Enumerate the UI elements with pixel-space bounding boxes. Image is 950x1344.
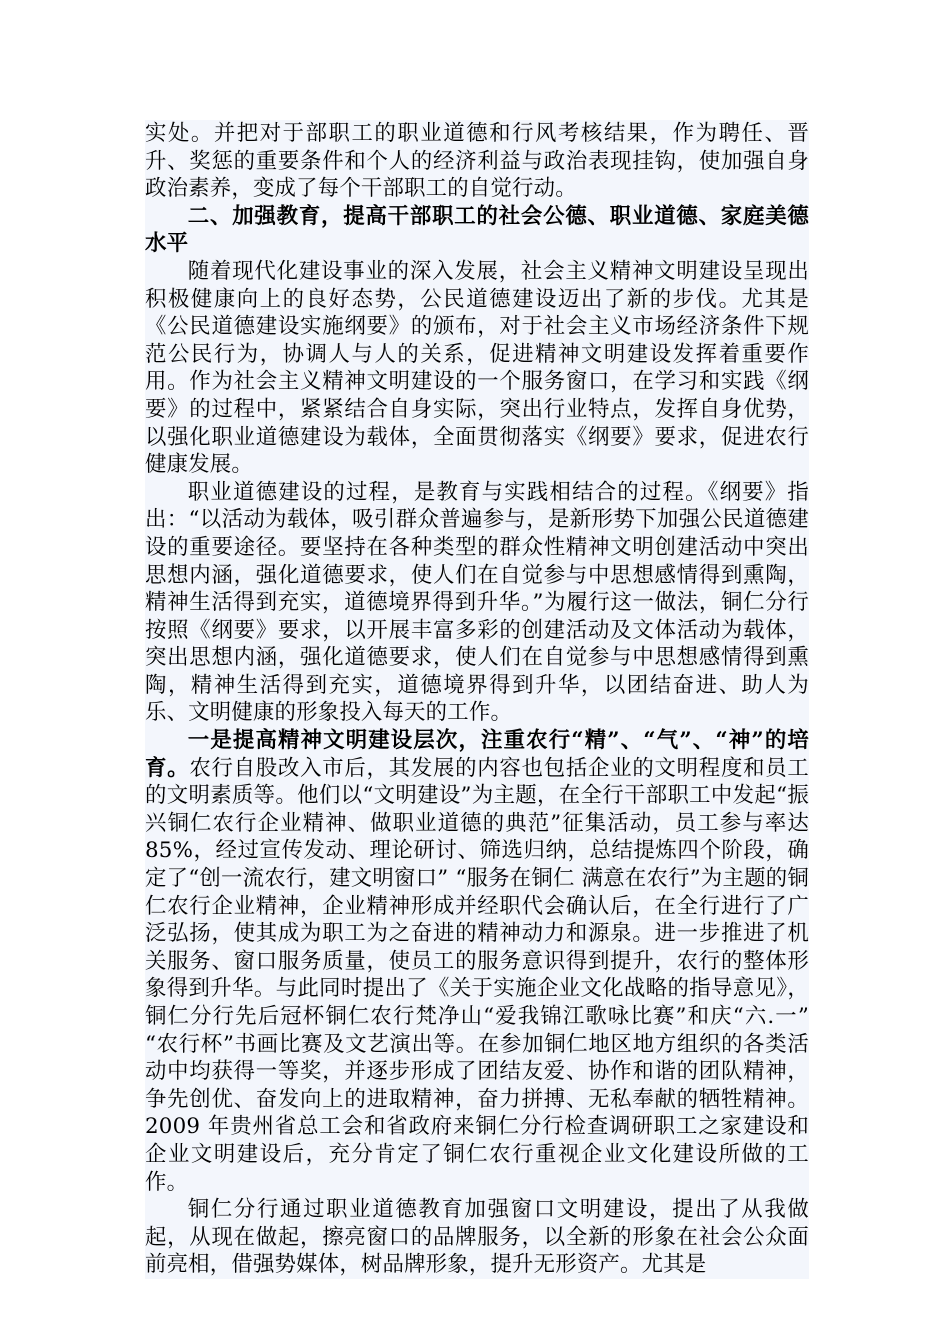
paragraph-continuation: 实处。并把对于部职工的职业道德和行风考核结果，作为聘任、晋升、奖惩的重要条件和个人的经济利益与政治表现挂钩，使加强自身政治素养，变成了每个干部职工的自觉行动。 bbox=[145, 121, 809, 202]
document-page bbox=[145, 120, 809, 1279]
paragraph-lead: 一是提高精神文明建设层次，注重农行“精”、“气”、“神”的培育。 bbox=[145, 728, 809, 781]
paragraph-body: 农行自股改入市后，其发展的内容也包括企业的文明程度和员工的文明素质等。他们以“文明建设”为主题，在全行干部职工中发起“振兴铜仁农行企业精神、做职业道德的典范”征集活动，员工参与率达85%，经过宣传发动、理论研讨、筛选归纳，总结提炼四个阶段，确定了“创一流农行，建文明窗口” “服务在铜仁 满意在农行”为主题的铜仁农行企业精神，企业精神形成并经职代会确认后，在全行进行了广泛弘扬，使其成为职工为之奋进的精神动力和源泉。进一步推进了机关服务、窗口服务质量，使员工的服务意识得到提升，农行的整体形象得到升华。与此同时提出了《关于实施企业文化战略的指导意见》，铜仁分行先后冠杯铜仁农行梵净山“爱我锦江歌咏比赛”和庆“六.一” “农行杯”书画比赛及文艺演出等。在参加铜仁地区地方组织的各类活动中均获得一等奖，并逐步形成了团结友爱、协作和谐的团队精神，争先创优、奋发向上的进取精神，奋力拼搏、无私奉献的牺牲精神。2009 年贵州省总工会和省政府来铜仁分行检查调研职工之家建设和企业文明建设后，充分肯定了铜仁农行重视企业文化建设所做的工作。 bbox=[145, 755, 809, 1195]
section-heading: 二、加强教育，提高干部职工的社会公德、职业道德、家庭美德水平 bbox=[145, 203, 809, 257]
paragraph-moral-construction: 随着现代化建设事业的深入发展，社会主义精神文明建设呈现出积极健康向上的良好态势，公民道德建设迈出了新的步伐。尤其是《公民道德建设实施纲要》的颁布，对于社会主义市场经济条件下规范公民行为，协调人与人的关系，促进精神文明建设发挥着重要作用。作为社会主义精神文明建设的一个服务窗口，在学习和实践《纲要》的过程中，紧紧结合自身实际，突出行业特点，发挥自身优势，以强化职业道德建设为载体，全面贯彻落实《纲要》要求，促进农行健康发展。 bbox=[145, 258, 809, 478]
paragraph-spirit bbox=[145, 727, 809, 1196]
paragraph-window-service: 铜仁分行通过职业道德教育加强窗口文明建设，提出了从我做起，从现在做起，擦亮窗口的品牌服务，以全新的形象在社会公众面前亮相，借强势媒体，树品牌形象，提升无形资产。尤其是 bbox=[145, 1197, 809, 1278]
paragraph-practice: 职业道德建设的过程，是教育与实践相结合的过程。《纲要》指出：“以活动为载体，吸引群众普遍参与，是新形势下加强公民道德建设的重要途径。要坚持在各种类型的群众性精神文明创建活动中突出思想内涵，强化道德要求，使人们在自觉参与中思想感情得到熏陶，精神生活得到充实，道德境界得到升华。”为履行这一做法，铜仁分行按照《纲要》要求，以开展丰富多彩的创建活动及文体活动为载体，突出思想内涵，强化道德要求，使人们在自觉参与中思想感情得到熏陶，精神生活得到充实，道德境界得到升华，以团结奋进、助人为乐、文明健康的形象投入每天的工作。 bbox=[145, 479, 809, 726]
